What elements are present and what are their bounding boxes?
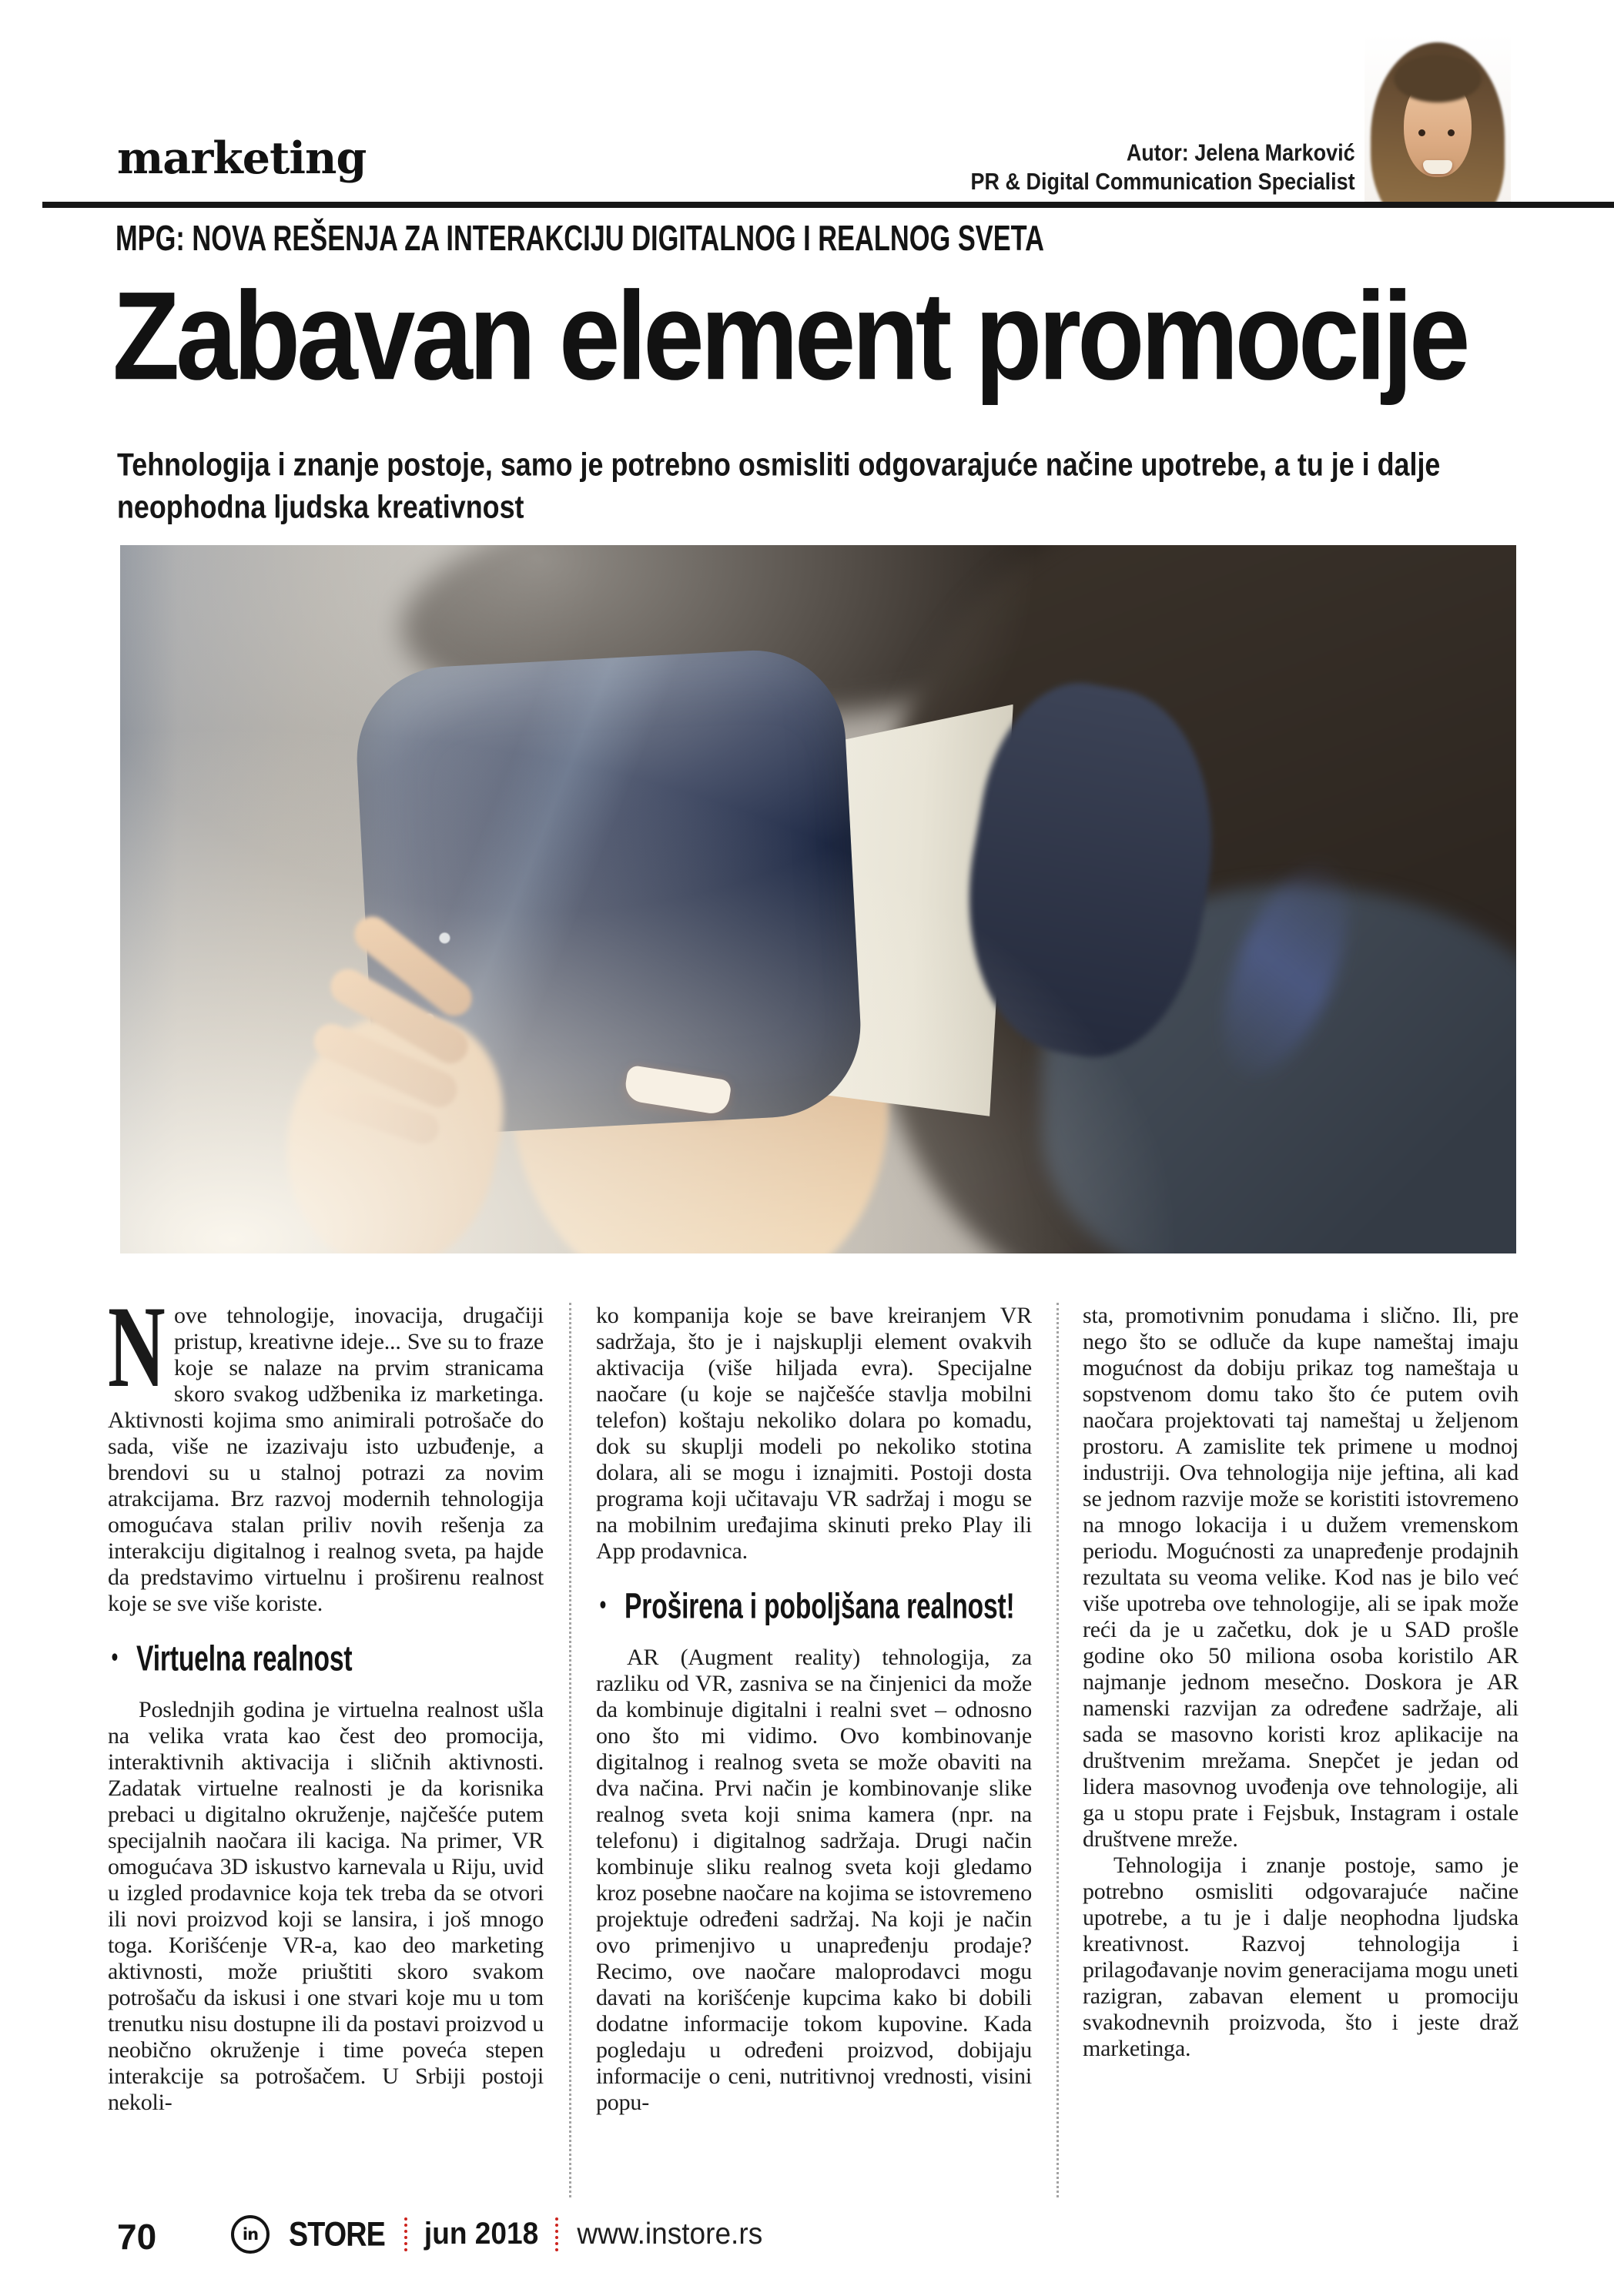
author-title: PR & Digital Communication Specialist — [970, 169, 1355, 196]
bullet-icon: • — [599, 1591, 607, 1619]
red-dotted-divider — [555, 2217, 558, 2251]
headline: Zabavan element promocije — [112, 266, 1467, 407]
drop-cap: N — [108, 1303, 166, 1411]
bullet-icon: • — [111, 1643, 119, 1672]
author-name: Autor: Jelena Marković — [1127, 140, 1355, 166]
paragraph: Nove tehnologije, inovacija, drugačiji pristup, kreativne ideje... Sve su to fraze koje se nalaze na prvim stranicama skoro svakog udžbenika iz marketinga. Aktivnosti kojima smo animirali potrošače do sada, više ne izazivaju isto uzbuđenje, a brendovi su u stalnoj potrazi za novim atrakcijama. Brz razvoj modernih tehnologija omogućava stalan priliv novih rešenja za interakciju digitalnog i realnog sveta, pa hajde da predstavimo virtuelnu i proširenu realnost koje se sve više koriste. — [108, 1303, 544, 1616]
footer-issue-date: jun 2018 — [424, 2217, 539, 2251]
footer — [231, 2214, 768, 2254]
light-glow-overlay — [120, 545, 1516, 1253]
column-divider — [569, 1303, 571, 2197]
body-column-1 — [108, 1303, 544, 2211]
portrait-smile — [1423, 160, 1452, 174]
header-rule — [42, 202, 1614, 208]
red-dotted-divider — [404, 2217, 407, 2251]
paragraph: Tehnologija i znanje postoje, samo je potrebno osmisliti odgovarajuće načine upotrebe, a tu je i dalje neophodna ljudska kreativnost. Razvoj tehnologija i prilagođavanje novim generacijama mogu uneti razigran, zabavan element u promociju svakodnevnih proizvoda, što i jeste draž marketinga. — [1083, 1853, 1519, 2061]
standfirst: Tehnologija i znanje postoje, samo je potrebno osmisliti odgovarajuće načine upotrebe, a tu je i dalje neophodna ljudska kreativnost — [117, 447, 1441, 525]
article-photo — [120, 545, 1516, 1253]
author-block — [971, 139, 1355, 197]
author-portrait — [1365, 34, 1511, 205]
column-divider — [1056, 1303, 1059, 2197]
footer-website: www.instore.rs — [577, 2217, 763, 2251]
subhead-virtual-reality — [108, 1638, 544, 1678]
paragraph: AR (Augment reality) tehnologija, za razliku od VR, zasniva se na činjenici da može da kombinuje digitalni i realni svet – odnosno ono što mi vidimo. Ovo kombinovanje digitalnog i realnog sveta se može obaviti na dva načina. Prvi način je kombinovanje slike realnog sveta koji snima kamera (npr. na telefonu) i digitalnog sadržaja. Drugi način kombinuje sliku realnog sveta koji gledamo kroz posebne naočare na kojima se istovremeno projektuje određeni sadržaj. Na koji je način ovo primenjivo u unapređenju prodaje? Recimo, ove naočare maloprodavci mogu davati na korišćenje kupcima kako bi dobili dodatne informacije tokom kupovine. Kada pogledaju u određeni proizvod, dobijaju informacije o ceni, nutritivnoj vrednosti, visini popu- — [596, 1645, 1032, 2115]
paragraph: sta, promotivnim ponudama i slično. Ili, pre nego što se odluče da kupe nameštaj imaju mogućnost da dobiju prikaz tog nameštaja u sopstvenom domu tako što će putem ovih naočara projektovati taj nameštaj u željenom prostoru. A zamislite tek primene u modnoj industriji. Ova tehnologija nije jeftina, ali kad se jednom razvije može se koristiti istovremeno na mnogo lokacija i u dužem vremenskom periodu. Mogućnosti za unapređenje prodajnih rezultata su veoma velike. Kod nas je bilo već više upotreba ove tehnologije, ali se ipak može reći da je u začetku, dok je u SAD prošle godine oko 50 miliona osoba koristilo AR najmanje jednom mesečno. Doskora je AR namenski razvijan za određene sadržaje, ali sada se masovno koristi kroz aplikacije na društvenim mrežama. Snepčet je jedan od lidera masovnog uvođenja ove tehnologije, ali ga u stopu prate i Fejsbuk, Instagram i ostale društvene mreže. — [1083, 1303, 1519, 1852]
paragraph: Poslednjih godina je virtuelna realnost ušla na velika vrata kao čest deo promocija, interaktivnih aktivacija i sličnih aktivnosti. Zadatak virtuelne realnosti je da korisnika prebaci u digitalno okruženje, najčešće putem specijalnih naočara ili kaciga. Na primer, VR omogućava 3D iskustvo karnevala u Riju, uvid u izgled prodavnice koja tek treba da se otvori ili novi proizvod koji se lansira, i još mnogo toga. Korišćenje VR-a, kao deo marketing aktivnosti, može priuštiti skoro svakom potrošaču da iskusi i one stvari koje mu u tom trenutku nisu dostupne ili da postavi proizvod u neobično okruženje i time poveća stepen interakcije sa potrošačem. U Srbiji postoji nekoli- — [108, 1697, 544, 2115]
body-column-2 — [596, 1303, 1032, 2211]
kicker: MPG: NOVA REŠENJA ZA INTERAKCIJU DIGITALNOG I REALNOG SVETA — [116, 219, 1044, 259]
footer-page-number: 70 — [117, 2217, 157, 2257]
portrait-hair-fringe — [1394, 55, 1482, 102]
store-logo-text: STORE — [288, 2214, 385, 2254]
instore-logo-icon: in — [231, 2215, 270, 2254]
subhead-label: Proširena i poboljšana realnost! — [625, 1585, 1015, 1626]
subhead-augmented-reality — [596, 1585, 1032, 1626]
paragraph: ko kompanija koje se bave kreiranjem VR sadržaja, što je i najskuplji element ovakvih aktivacija (više hiljada evra). Specijalne naočare (u koje se najčešće stavlja mobilni telefon) koštaju nekoliko dolara po komadu, dok su skuplji modeli po nekoliko stotina dolara, ali se mogu i iznajmiti. Postoji dosta programa koji učitavaju VR sadržaj i mogu se na mobilnim uređajima skinuti preko Play ili App prodavnica. — [596, 1303, 1032, 1564]
body-column-3 — [1083, 1303, 1519, 2211]
page-section-label: marketing — [117, 132, 367, 184]
subhead-label: Virtuelna realnost — [136, 1638, 353, 1678]
